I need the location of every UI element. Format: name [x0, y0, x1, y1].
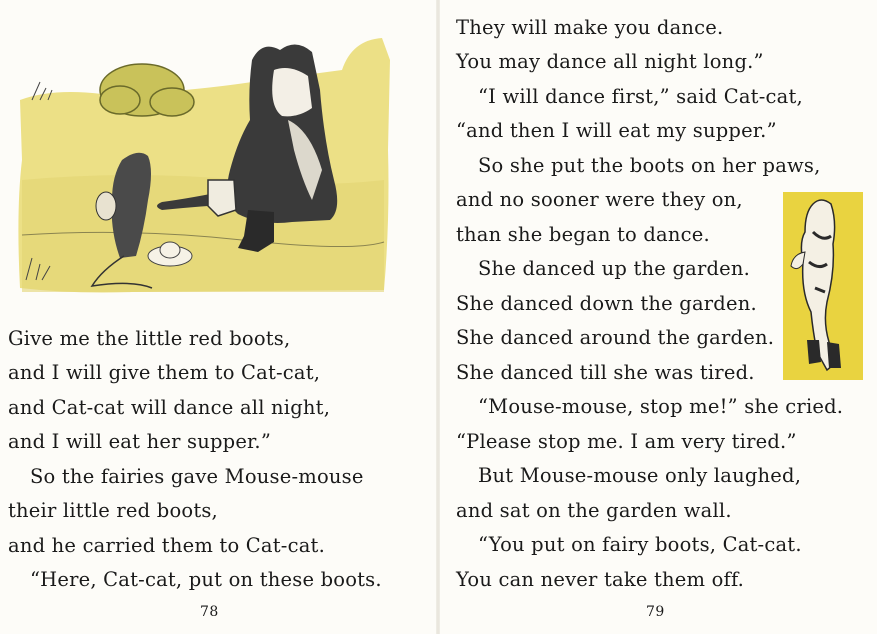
text-line: She danced up the garden.: [478, 257, 751, 280]
text-line: “I will dance first,” said Cat-cat,: [478, 85, 803, 108]
text-line: She danced around the garden.: [456, 326, 775, 349]
text-line: their little red boots,: [8, 499, 218, 522]
text-line: “You put on fairy boots, Cat-cat.: [478, 533, 802, 556]
text-line: “Please stop me. I am very tired.”: [456, 430, 797, 453]
book-gutter: [436, 0, 440, 634]
page-number: 78: [200, 604, 219, 620]
text-line: Give me the little red boots,: [8, 327, 291, 350]
text-line: You can never take them off.: [456, 568, 745, 591]
text-line: “and then I will eat my supper.”: [456, 119, 777, 142]
text-line: “Here, Cat-cat, put on these boots.: [30, 568, 382, 591]
text-line: But Mouse-mouse only laughed,: [478, 464, 802, 487]
page-number: 79: [646, 604, 665, 620]
text-line: and no sooner were they on,: [456, 188, 743, 211]
text-line: and he carried them to Cat-cat.: [8, 534, 325, 557]
text-line: So the fairies gave Mouse-mouse: [30, 465, 364, 488]
text-line: and I will eat her supper.”: [8, 430, 272, 453]
text-line: She danced till she was tired.: [456, 361, 755, 384]
text-line: You may dance all night long.”: [456, 50, 764, 73]
text-line: and I will give them to Cat-cat,: [8, 361, 321, 384]
text-line: and sat on the garden wall.: [456, 499, 732, 522]
dancing-cat-illustration: [783, 192, 863, 380]
text-line: than she began to dance.: [456, 223, 710, 246]
text-line: “Mouse-mouse, stop me!” she cried.: [478, 395, 844, 418]
text-line: So she put the boots on her paws,: [478, 154, 821, 177]
text-line: She danced down the garden.: [456, 292, 757, 315]
cat-and-mouse-illustration: [12, 30, 392, 295]
text-line: They will make you dance.: [456, 16, 724, 39]
text-line: and Cat-cat will dance all night,: [8, 396, 331, 419]
